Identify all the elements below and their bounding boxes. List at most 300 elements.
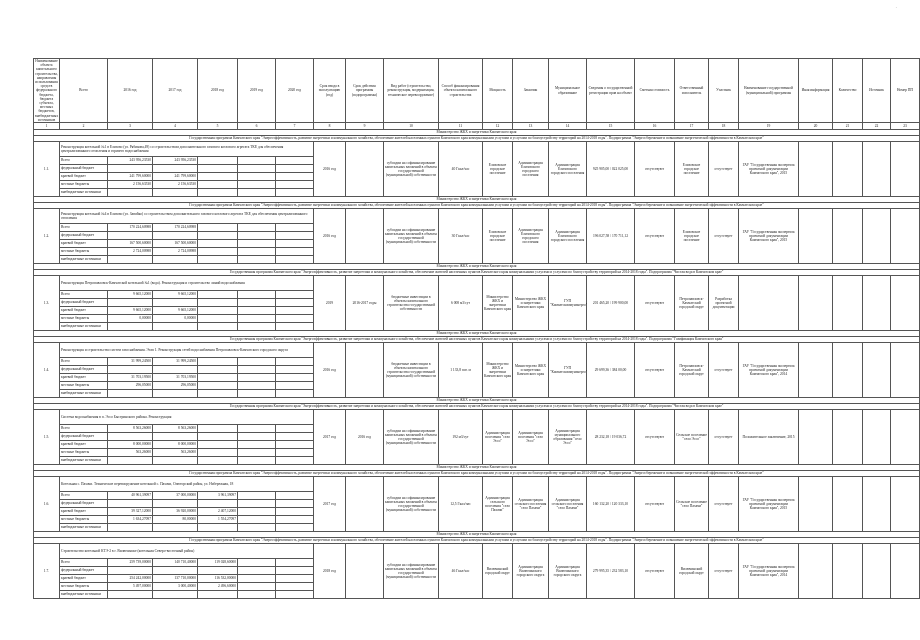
finance-total xyxy=(108,366,153,374)
finance-2018 xyxy=(238,508,276,516)
finance-label: внебюджетные источники xyxy=(60,524,108,532)
finance-total: 9 665,12000 xyxy=(108,307,153,315)
column-number: 22 xyxy=(863,123,891,130)
funding-kind: субсидии на софинансирование капитальных вложений в объекты государственной (муниципальной) собственности xyxy=(384,142,439,197)
object-name: Реконструкция котельной №1 в Елизово (ул. Рябикова,49) со строительством дополнительного газового котлового агрегата ТКЕ для обеспечения централизованного отопления и горячего водоснабжения xyxy=(60,142,314,157)
column-number: 9 xyxy=(346,123,384,130)
section-title: Министерство ЖКХ и энергетики Камчатского края xyxy=(34,264,920,270)
participant: Петропавловск-Камчатский городской округ xyxy=(675,343,709,398)
estimated-cost: 196 027,58 / 170 711,12 xyxy=(587,209,635,264)
finance-2018 xyxy=(238,366,276,374)
object-row xyxy=(34,276,920,291)
estimated-cost: 28 232,18 / 19 036,72 xyxy=(587,410,635,465)
finance-2018 xyxy=(238,299,276,307)
finance-2017 xyxy=(198,500,238,508)
finance-2016 xyxy=(153,232,198,240)
finance-2019 xyxy=(276,457,314,465)
header-row xyxy=(34,59,920,123)
program-period: 2016 год xyxy=(346,410,384,465)
estimated-cost: 279 995,35 / 232 583,10 xyxy=(587,544,635,599)
finance-2019 xyxy=(276,315,314,323)
finance-total: 0,00000 xyxy=(108,315,153,323)
municipality: Администрация Елизовского городского поселения xyxy=(513,209,549,264)
finance-label: федеральный бюджет xyxy=(60,232,108,240)
finance-2016 xyxy=(153,433,198,441)
finance-2017 xyxy=(198,374,238,382)
finance-2019 xyxy=(276,433,314,441)
column-header: Количество xyxy=(833,59,863,123)
program-title: Государственная программа Камчатского края "Энергоэффективность, развитие энергетики и коммунального хозяйства, обеспечение жителей населенных пунктов Камчатского края коммунальными услугами и услугами по благоустройству территорий на 2014-2018 годы". Подпрограмма "Энергосбережение и повышение энергетической эффективности в Камчатском крае" xyxy=(34,203,920,209)
column-number: 5 xyxy=(198,123,238,130)
finance-2019 xyxy=(276,492,314,500)
customer: Администрация сельского поселения "село Пахачи" xyxy=(483,477,513,532)
finance-total xyxy=(108,299,153,307)
finance-label: местные бюджеты xyxy=(60,382,108,390)
finance-2016: 2 156,63530 xyxy=(153,181,198,189)
registration: Администрация сельского поселения "село Пахачи" xyxy=(549,477,587,532)
program-title: Государственная программа Камчатского края "Энергоэффективность, развитие энергетики и коммунального хозяйства, обеспечение жителей населенных пунктов Камчатского края коммунальными услугами и услугами по благоустройству территорий на 2014-2018 годы". Подпрограмма "Энергосбережение и повышение энергетической эффективности в Камчатском крае" xyxy=(34,136,920,142)
program-title: Государственная программа Камчатского края "Энергоэффективность, развитие энергетики и коммунального хозяйства, обеспечение жителей населенных пунктов Камчатского края коммунальными услугами и услугами по благоустройству территорий на 2014-2018 годы". Подпрограмма "Газификация Камчатского края" xyxy=(34,337,920,343)
customer: Министерство ЖКХ и энергетики Камчатского края xyxy=(483,343,513,398)
finance-2017: 119 028,60000 xyxy=(198,559,238,567)
program-title: Государственная программа Камчатского края "Энергоэффективность, развитие энергетики и коммунального хозяйства, обеспечение жителей населенных пунктов Камчатского края коммунальными услугами и услугами по благоустройству территорий на 2014-2018 годы". Подпрограмма "Энергосбережение и повышение энергетической эффективности в Камчатском крае" xyxy=(34,538,920,544)
finance-2016: 36 920,00000 xyxy=(153,508,198,516)
finance-total xyxy=(108,165,153,173)
finance-label: Всего xyxy=(60,425,108,433)
source xyxy=(833,276,863,331)
object-row xyxy=(34,209,920,224)
finance-total xyxy=(108,189,153,197)
customer: Елизовское городское поселение xyxy=(483,209,513,264)
executor: отсутствуют xyxy=(635,142,675,197)
registration: Администрация Елизовского городского поселения xyxy=(549,142,587,197)
capacity: 6 008 м3/сут xyxy=(439,276,483,331)
finance-total xyxy=(108,232,153,240)
finance-total xyxy=(108,500,153,508)
finance-2017 xyxy=(198,315,238,323)
finance-total: 167 500,60000 xyxy=(108,240,153,248)
finance-2016 xyxy=(153,165,198,173)
object-name: Строительство котельной КТЭ-2 в г. Вилючинске (котельная Северо-восточный район) xyxy=(60,544,314,559)
finance-2016: 8 563,26000 xyxy=(153,425,198,433)
commissioning-year: 2016 год xyxy=(314,343,346,398)
section-title: Министерство ЖКХ и энергетики Камчатского края xyxy=(34,331,920,337)
finance-label: Всего xyxy=(60,291,108,299)
program-name: отсутствует xyxy=(709,142,739,197)
finance-2019 xyxy=(276,157,314,165)
column-number: 3 xyxy=(108,123,153,130)
object-row xyxy=(34,544,920,559)
column-header: Срок ввода в эксплуатацию (год) xyxy=(314,59,346,123)
corner-mark: · xyxy=(895,6,897,11)
finance-2017 xyxy=(198,449,238,457)
other-info: ГАУ "Государственная экспертиза проектной документации Камчатского края", 2014 xyxy=(739,343,799,398)
finance-2018 xyxy=(238,583,276,591)
finance-label: Всего xyxy=(60,492,108,500)
finance-2019 xyxy=(276,591,314,599)
source xyxy=(833,209,863,264)
finance-2018 xyxy=(238,433,276,441)
finance-2017 xyxy=(198,157,238,165)
finance-2016: 170 224,60988 xyxy=(153,224,198,232)
finance-label: внебюджетные источники xyxy=(60,323,108,331)
column-number: 20 xyxy=(799,123,833,130)
finance-2019 xyxy=(276,323,314,331)
finance-2019 xyxy=(276,189,314,197)
object-name: Реконструкция и строительство систем газоснабжения. Этап 1. Реконструкция сетей водоснабжения Петропавловск-Камчатского городского округа xyxy=(60,343,314,358)
finance-2017 xyxy=(198,591,238,599)
column-header: Сметная стоимость xyxy=(635,59,675,123)
registration: Администрация муниципального образования "село Эссо" xyxy=(549,410,587,465)
finance-2017 xyxy=(198,441,238,449)
finance-label: внебюджетные источники xyxy=(60,256,108,264)
finance-2016: 296,05000 xyxy=(153,382,198,390)
finance-2018 xyxy=(238,165,276,173)
source xyxy=(833,410,863,465)
finance-2018 xyxy=(238,232,276,240)
object-name: Котельная с. Пахачи. Техническое перевооружение котельной с. Пахачи, Олюторский район, ул. Набережная, 18 xyxy=(60,477,314,492)
finance-2016 xyxy=(153,524,198,532)
finance-2019 xyxy=(276,567,314,575)
column-number: 16 xyxy=(635,123,675,130)
finance-2016: 137 710,00000 xyxy=(153,575,198,583)
finance-label: местные бюджеты xyxy=(60,516,108,524)
finance-2018 xyxy=(238,248,276,256)
finance-2019 xyxy=(276,583,314,591)
participant: Сельское поселение "село Пахачи" xyxy=(675,477,709,532)
pp-number xyxy=(863,276,891,331)
column-number: 1 xyxy=(34,123,60,130)
finance-2016: 31 999,24500 xyxy=(153,358,198,366)
finance-2016: 241 799,60000 xyxy=(153,173,198,181)
finance-2019 xyxy=(276,516,314,524)
finance-label: федеральный бюджет xyxy=(60,299,108,307)
finance-2016: 243 956,23530 xyxy=(153,157,198,165)
other-info: Положительное заключение, 2015 xyxy=(739,410,799,465)
quantity xyxy=(799,209,833,264)
finance-2019 xyxy=(276,374,314,382)
finance-total: 254 242,00000 xyxy=(108,575,153,583)
finance-2017 xyxy=(198,291,238,299)
column-header: 2017 год xyxy=(153,59,198,123)
finance-label: краевой бюджет xyxy=(60,173,108,181)
finance-2016: 8 000,00000 xyxy=(153,441,198,449)
finance-2018 xyxy=(238,567,276,575)
finance-2018 xyxy=(238,382,276,390)
finance-total: 5 497,00000 xyxy=(108,583,153,591)
finance-2016 xyxy=(153,299,198,307)
finance-total xyxy=(108,567,153,575)
finance-2019 xyxy=(276,291,314,299)
investment-table xyxy=(33,58,920,599)
object-row xyxy=(34,142,920,157)
finance-label: Всего xyxy=(60,559,108,567)
finance-2019 xyxy=(276,256,314,264)
finance-2016 xyxy=(153,567,198,575)
finance-label: федеральный бюджет xyxy=(60,433,108,441)
customer: Вилючинский городской округ xyxy=(483,544,513,599)
finance-total: 241 799,60000 xyxy=(108,173,153,181)
column-header: Иная информация xyxy=(799,59,833,123)
capacity: 30 Гкал/час xyxy=(439,209,483,264)
capacity: 1 133,8 пог. м xyxy=(439,343,483,398)
municipality: Администрация Вилючинского городского округа xyxy=(513,544,549,599)
finance-2019 xyxy=(276,575,314,583)
extra xyxy=(891,209,920,264)
finance-2016: 80,00000 xyxy=(153,516,198,524)
column-header: Вид работ (строительство, реконструкция, модернизация, техническое перевооружение) xyxy=(384,59,439,123)
object-name: Система водоснабжения в п. Эссо Быстринского района. Реконструкция xyxy=(60,410,314,425)
finance-total: 2 724,00988 xyxy=(108,248,153,256)
table-body xyxy=(34,130,920,599)
finance-2016: 140 710,40000 xyxy=(153,559,198,567)
column-number: 17 xyxy=(675,123,709,130)
quantity xyxy=(799,142,833,197)
finance-2018 xyxy=(238,500,276,508)
program-period xyxy=(346,209,384,264)
column-header: 2018 год xyxy=(198,59,238,123)
column-number: 11 xyxy=(439,123,483,130)
funding-kind: субсидии на софинансирование капитальных вложений в объекты государственной (муниципальной) собственности xyxy=(384,410,439,465)
finance-2017 xyxy=(198,165,238,173)
finance-2019 xyxy=(276,248,314,256)
column-header: 2019 год xyxy=(238,59,276,123)
finance-label: федеральный бюджет xyxy=(60,567,108,575)
finance-2019 xyxy=(276,173,314,181)
section-title: Министерство ЖКХ и энергетики Камчатского края xyxy=(34,398,920,404)
source xyxy=(833,343,863,398)
finance-label: местные бюджеты xyxy=(60,248,108,256)
finance-label: внебюджетные источники xyxy=(60,189,108,197)
executor: отсутствуют xyxy=(635,544,675,599)
finance-total: 259 739,00000 xyxy=(108,559,153,567)
other-info xyxy=(739,276,799,331)
finance-2017 xyxy=(198,224,238,232)
column-header: Источник xyxy=(863,59,891,123)
other-info: ГАУ "Государственная экспертиза проектной документации Камчатского края", 2014 xyxy=(739,544,799,599)
object-row xyxy=(34,477,920,492)
column-number: 2 xyxy=(60,123,108,130)
finance-total xyxy=(108,433,153,441)
finance-2017 xyxy=(198,382,238,390)
estimated-cost: 201 465,20 / 199 900,00 xyxy=(587,276,635,331)
finance-label: краевой бюджет xyxy=(60,575,108,583)
executor: отсутствуют xyxy=(635,209,675,264)
registration: Администрация Елизовского городского поселения xyxy=(549,209,587,264)
finance-2017 xyxy=(198,181,238,189)
finance-2016 xyxy=(153,366,198,374)
finance-total xyxy=(108,591,153,599)
finance-total: 40 961,39097 xyxy=(108,492,153,500)
finance-2017 xyxy=(198,524,238,532)
column-header: Наименование государственной (муниципальной) программы xyxy=(739,59,799,123)
finance-2019 xyxy=(276,441,314,449)
column-number: 13 xyxy=(513,123,549,130)
finance-2017 xyxy=(198,457,238,465)
finance-2019 xyxy=(276,425,314,433)
column-number: 18 xyxy=(709,123,739,130)
quantity xyxy=(799,343,833,398)
finance-2018 xyxy=(238,181,276,189)
finance-2019 xyxy=(276,500,314,508)
finance-2019 xyxy=(276,382,314,390)
column-header: Способ финансирования объекта капитального строительства xyxy=(439,59,483,123)
finance-label: федеральный бюджет xyxy=(60,165,108,173)
finance-2017: 116 532,00000 xyxy=(198,575,238,583)
finance-label: местные бюджеты xyxy=(60,449,108,457)
object-number: 1.7. xyxy=(34,544,60,599)
finance-2018 xyxy=(238,559,276,567)
finance-total: 1 634,27097 xyxy=(108,516,153,524)
finance-2018 xyxy=(238,516,276,524)
quantity xyxy=(799,410,833,465)
capacity: 46 Гкал/час xyxy=(439,544,483,599)
funding-kind: субсидии на софинансирование капитальных вложений в объекты государственной (муниципальной) собственности xyxy=(384,477,439,532)
customer: Министерство ЖКХ и энергетики Камчатского края xyxy=(483,276,513,331)
extra xyxy=(891,142,920,197)
finance-2019 xyxy=(276,224,314,232)
finance-2019 xyxy=(276,240,314,248)
finance-2017 xyxy=(198,240,238,248)
customer: Администрация поселения "село Эссо" xyxy=(483,410,513,465)
finance-2017: 3 961,39097 xyxy=(198,492,238,500)
program-name: отсутствует xyxy=(709,410,739,465)
finance-2018 xyxy=(238,189,276,197)
other-info: ГАУ "Государственная экспертиза проектной документации Камчатского края", 2015 xyxy=(739,477,799,532)
finance-2017: 1 554,27097 xyxy=(198,516,238,524)
finance-total xyxy=(108,390,153,398)
municipality: Министерство ЖКХ и энергетики Камчатского края xyxy=(513,343,549,398)
finance-2017 xyxy=(198,425,238,433)
object-name: Реконструкция котельной №4 в Елизово (ул. Завойко) со строительством дополнительного газового котлового агрегата ТКЕ для обеспечения централизованного отопления xyxy=(60,209,314,224)
finance-2016: 0,00000 xyxy=(153,315,198,323)
finance-label: краевой бюджет xyxy=(60,374,108,382)
registration: ГУП "Камчатскоммунэнерго" xyxy=(549,343,587,398)
commissioning-year: 2017 год xyxy=(314,410,346,465)
municipality: Администрация сельского поселения "село Пахачи" xyxy=(513,477,549,532)
finance-2017 xyxy=(198,358,238,366)
column-header: Мощность xyxy=(483,59,513,123)
column-number: 7 xyxy=(276,123,314,130)
finance-2017: 2 407,12000 xyxy=(198,508,238,516)
finance-total: 296,05000 xyxy=(108,382,153,390)
finance-2016 xyxy=(153,457,198,465)
finance-2018 xyxy=(238,524,276,532)
finance-2018 xyxy=(238,315,276,323)
quantity xyxy=(799,477,833,532)
program-title: Государственная программа Камчатского края "Энергоэффективность, развитие энергетики и коммунального хозяйства, обеспечение жителей населенных пунктов Камчатского края коммунальными услугами и услугами по благоустройству территорий на 2014-2018 годы". Подпрограмма "Чистая вода в Камчатском крае" xyxy=(34,404,920,410)
executor: отсутствуют xyxy=(635,477,675,532)
finance-2017 xyxy=(198,366,238,374)
finance-2017 xyxy=(198,390,238,398)
section-title: Министерство ЖКХ и энергетики Камчатского края xyxy=(34,197,920,203)
finance-2019 xyxy=(276,307,314,315)
object-number: 1.6. xyxy=(34,477,60,532)
participant: Вилючинский городской округ xyxy=(675,544,709,599)
executor: отсутствуют xyxy=(635,276,675,331)
finance-2016: 9 665,12000 xyxy=(153,307,198,315)
finance-2016: 563,26000 xyxy=(153,449,198,457)
finance-2017 xyxy=(198,567,238,575)
finance-total xyxy=(108,256,153,264)
extra xyxy=(891,544,920,599)
executor: отсутствуют xyxy=(635,343,675,398)
extra xyxy=(891,410,920,465)
finance-2018 xyxy=(238,224,276,232)
finance-2017: 2 496,60000 xyxy=(198,583,238,591)
finance-2018 xyxy=(238,591,276,599)
finance-total xyxy=(108,323,153,331)
executor: отсутствуют xyxy=(635,410,675,465)
finance-2016: 3 000,40000 xyxy=(153,583,198,591)
object-number: 1.4. xyxy=(34,343,60,398)
column-number: 4 xyxy=(153,123,198,130)
finance-total xyxy=(108,524,153,532)
registration: ГУП "Камчатскоммунэнерго" xyxy=(549,276,587,331)
finance-total: 563,26000 xyxy=(108,449,153,457)
section-title: Министерство ЖКХ и энергетики Камчатского края xyxy=(34,130,920,136)
finance-2019 xyxy=(276,390,314,398)
finance-label: внебюджетные источники xyxy=(60,457,108,465)
column-header: Всего xyxy=(60,59,108,123)
commissioning-year: 2018 год xyxy=(314,544,346,599)
other-info: ГАУ "Государственная экспертиза проектной документации Камчатского края", 2015 xyxy=(739,209,799,264)
object-number: 1.2. xyxy=(34,209,60,264)
finance-2016 xyxy=(153,390,198,398)
finance-2017 xyxy=(198,433,238,441)
commissioning-year: 2017 год xyxy=(314,477,346,532)
estimated-cost: 29 699,36 / 384 00,00 xyxy=(587,343,635,398)
finance-total: 170 224,60988 xyxy=(108,224,153,232)
finance-2017 xyxy=(198,173,238,181)
object-number: 1.5. xyxy=(34,410,60,465)
finance-2019 xyxy=(276,449,314,457)
finance-2018 xyxy=(238,390,276,398)
finance-2018 xyxy=(238,307,276,315)
finance-2019 xyxy=(276,232,314,240)
program-period xyxy=(346,343,384,398)
finance-label: местные бюджеты xyxy=(60,583,108,591)
participant: Елизовское городское поселение xyxy=(675,209,709,264)
extra xyxy=(891,477,920,532)
program-period: 2016-2017 годы xyxy=(346,276,384,331)
column-header: Заказчик xyxy=(513,59,549,123)
finance-label: внебюджетные источники xyxy=(60,591,108,599)
finance-2018 xyxy=(238,256,276,264)
pp-number xyxy=(863,142,891,197)
funding-kind: субсидии на софинансирование капитальных вложений в объекты государственной (муниципальной) собственности xyxy=(384,544,439,599)
column-header: Участник xyxy=(709,59,739,123)
finance-2018 xyxy=(238,425,276,433)
finance-2018 xyxy=(238,575,276,583)
customer: Елизовское городское поселение xyxy=(483,142,513,197)
capacity: 40 Гкал/час xyxy=(439,142,483,197)
estimated-cost: 925 905,00 / 022 025,00 xyxy=(587,142,635,197)
finance-2016: 167 500,60000 xyxy=(153,240,198,248)
finance-2016: 31 703,19500 xyxy=(153,374,198,382)
column-header: Муниципальное образование xyxy=(549,59,587,123)
municipality: Министерство ЖКХ и энергетики Камчатского края xyxy=(513,276,549,331)
extra xyxy=(891,276,920,331)
commissioning-year: 2016 год xyxy=(314,209,346,264)
column-header: Срок действия программы (подпрограммы) xyxy=(346,59,384,123)
finance-2016: 2 724,00988 xyxy=(153,248,198,256)
program-name: отсутствует xyxy=(709,209,739,264)
finance-total: 8 563,26000 xyxy=(108,425,153,433)
finance-total: 243 956,23530 xyxy=(108,157,153,165)
participant: Петропавловск-Камчатский городской округ xyxy=(675,276,709,331)
column-number: 10 xyxy=(384,123,439,130)
